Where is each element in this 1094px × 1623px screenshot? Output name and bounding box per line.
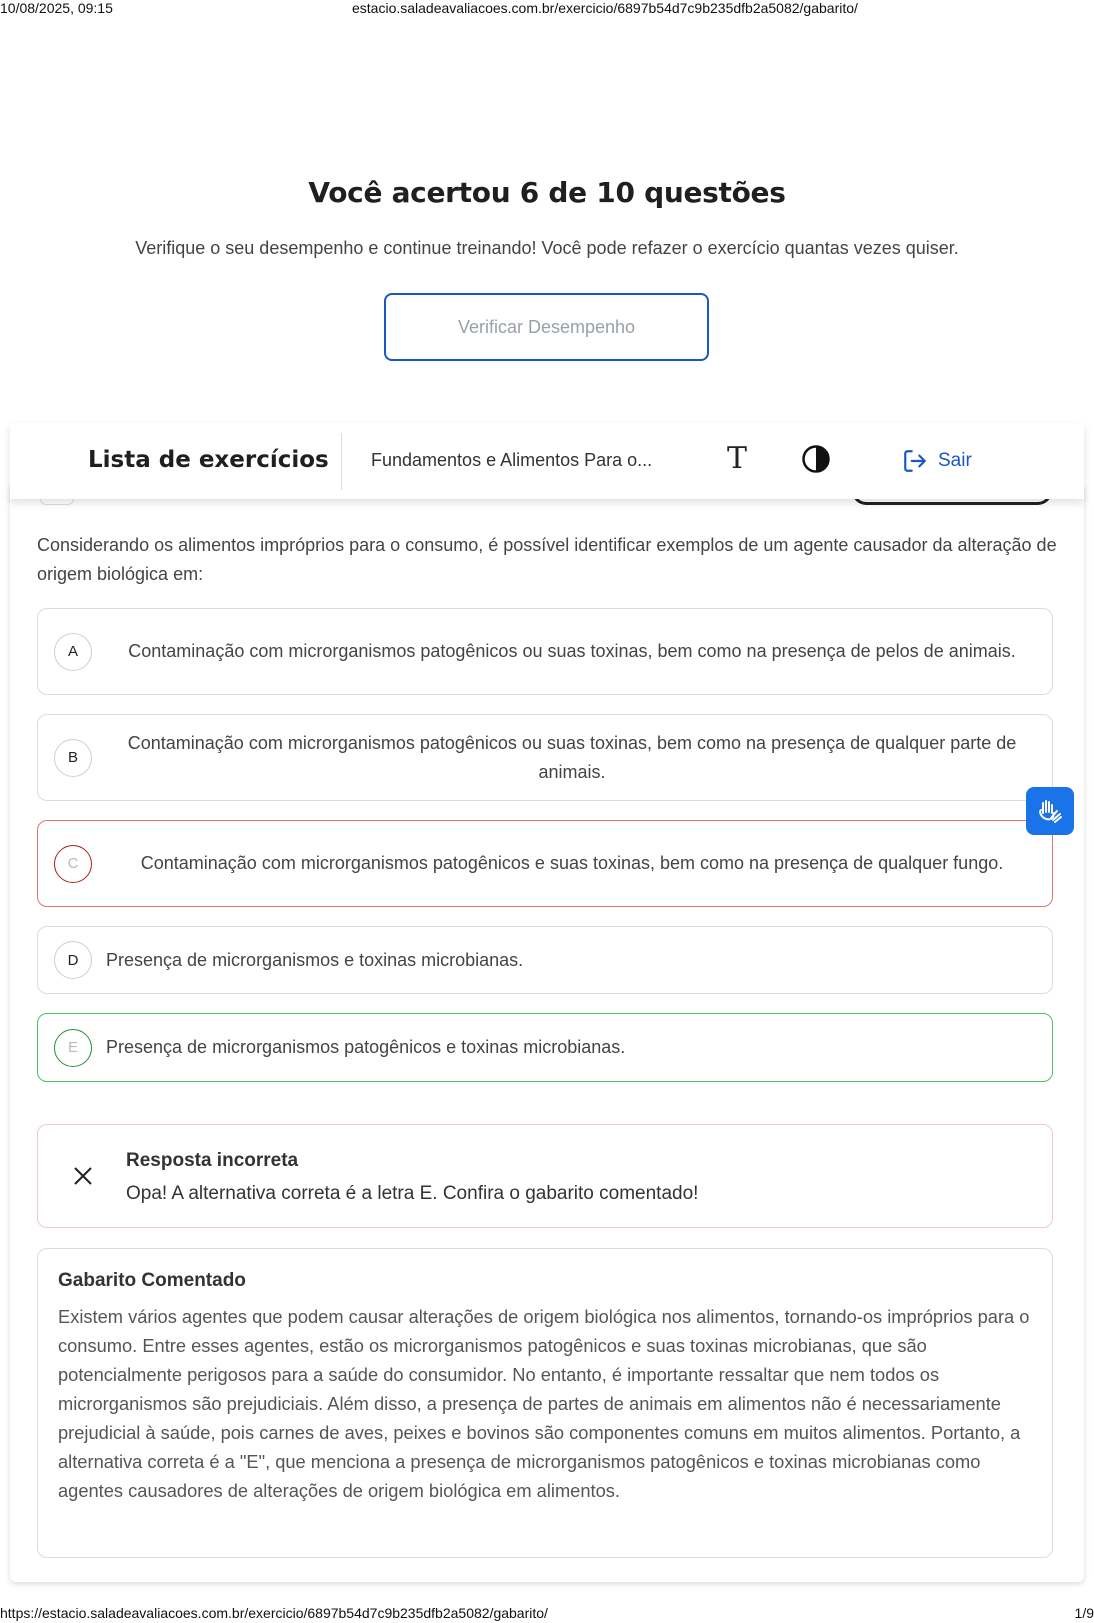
feedback-message: Opa! A alternativa correta é a letra E. Confira o gabarito comentado! [126, 1183, 699, 1204]
option-letter: E [54, 1029, 92, 1067]
option-d[interactable] [37, 926, 1053, 994]
feedback-title: Resposta incorreta [126, 1150, 299, 1171]
option-b[interactable] [37, 714, 1053, 801]
print-footer-url: https://estacio.saladeavaliacoes.com.br/exercicio/6897b54d7c9b235dfb2a5082/gabarito/ [0, 1605, 548, 1621]
top-navigation-bar [10, 423, 1084, 499]
logout-icon [902, 448, 928, 474]
course-name[interactable]: Fundamentos e Alimentos Para o... [371, 450, 653, 470]
result-title: Você acertou 6 de 10 questões [308, 176, 786, 209]
option-text: Presença de microrganismos patogênicos e toxinas microbianas. [106, 1037, 626, 1057]
explanation-title: Gabarito Comentado [58, 1270, 246, 1291]
print-footer [0, 1603, 1094, 1623]
exit-label: Sair [938, 450, 972, 471]
option-letter: D [54, 941, 92, 979]
option-a[interactable] [37, 608, 1053, 695]
option-letter: C [54, 845, 92, 883]
option-text: Presença de microrganismos e toxinas microbianas. [106, 949, 524, 970]
print-header [0, 0, 1094, 18]
question-text: Considerando os alimentos impróprios para o consumo, é possível identificar exemplos de um agente causador da alteração de origem biológica em: [37, 535, 1057, 584]
answer-explanation [37, 1248, 1053, 1558]
explanation-body: Existem vários agentes que podem causar alterações de origem biológica nos alimentos, tornando-os impróprios para o consumo. Entre esses agentes, estão os microrganismos patogênicos e suas toxinas microbianas, que são potencialmente perigosos para a saúde do consumidor. No entanto, é importante ressaltar que nem todos os microrganismos são prejudiciais. Além disso, a presença de partes de animais em alimentos não é necessariamente prejudicial à saúde, pois carnes de aves, peixes e bovinos são componentes comuns em muitos alimentos. Portanto, a alternativa correta é a "E", que menciona a presença de microrganismos patogênicos e toxinas microbianas como agentes causadores de alterações de origem biológica em alimentos. [58, 1306, 1030, 1501]
option-text: Contaminação com microrganismos patogênicos ou suas toxinas, bem como na presença de pelos de animais. [128, 641, 1016, 661]
exit-button[interactable] [902, 445, 972, 477]
answer-feedback [37, 1124, 1053, 1228]
option-letter: A [54, 633, 92, 671]
option-text: Contaminação com microrganismos patogênicos ou suas toxinas, bem como na presença de qualquer parte de animais. [127, 732, 1017, 782]
option-c[interactable] [37, 820, 1053, 907]
sign-language-icon [1035, 796, 1065, 826]
text-size-icon[interactable]: T [726, 441, 747, 476]
option-letter: B [54, 739, 92, 777]
print-header-url: estacio.saladeavaliacoes.com.br/exercicio/6897b54d7c9b235dfb2a5082/gabarito/ [352, 0, 858, 16]
close-icon [72, 1165, 94, 1187]
contrast-icon[interactable] [801, 444, 831, 474]
topbar-divider [341, 433, 342, 490]
page-title: Lista de exercícios [88, 447, 329, 473]
verify-performance-button[interactable]: Verificar Desempenho [384, 293, 709, 361]
option-text: Contaminação com microrganismos patogênicos e suas toxinas, bem como na presença de qualquer fungo. [140, 853, 1004, 873]
print-datetime: 10/08/2025, 09:15 [0, 0, 113, 16]
option-e[interactable] [37, 1013, 1053, 1082]
print-page-number: 1/9 [1074, 1605, 1094, 1621]
result-subtitle: Verifique o seu desempenho e continue treinando! Você pode refazer o exercício quantas vezes quiser. [135, 238, 959, 258]
sign-language-button[interactable] [1026, 787, 1074, 835]
